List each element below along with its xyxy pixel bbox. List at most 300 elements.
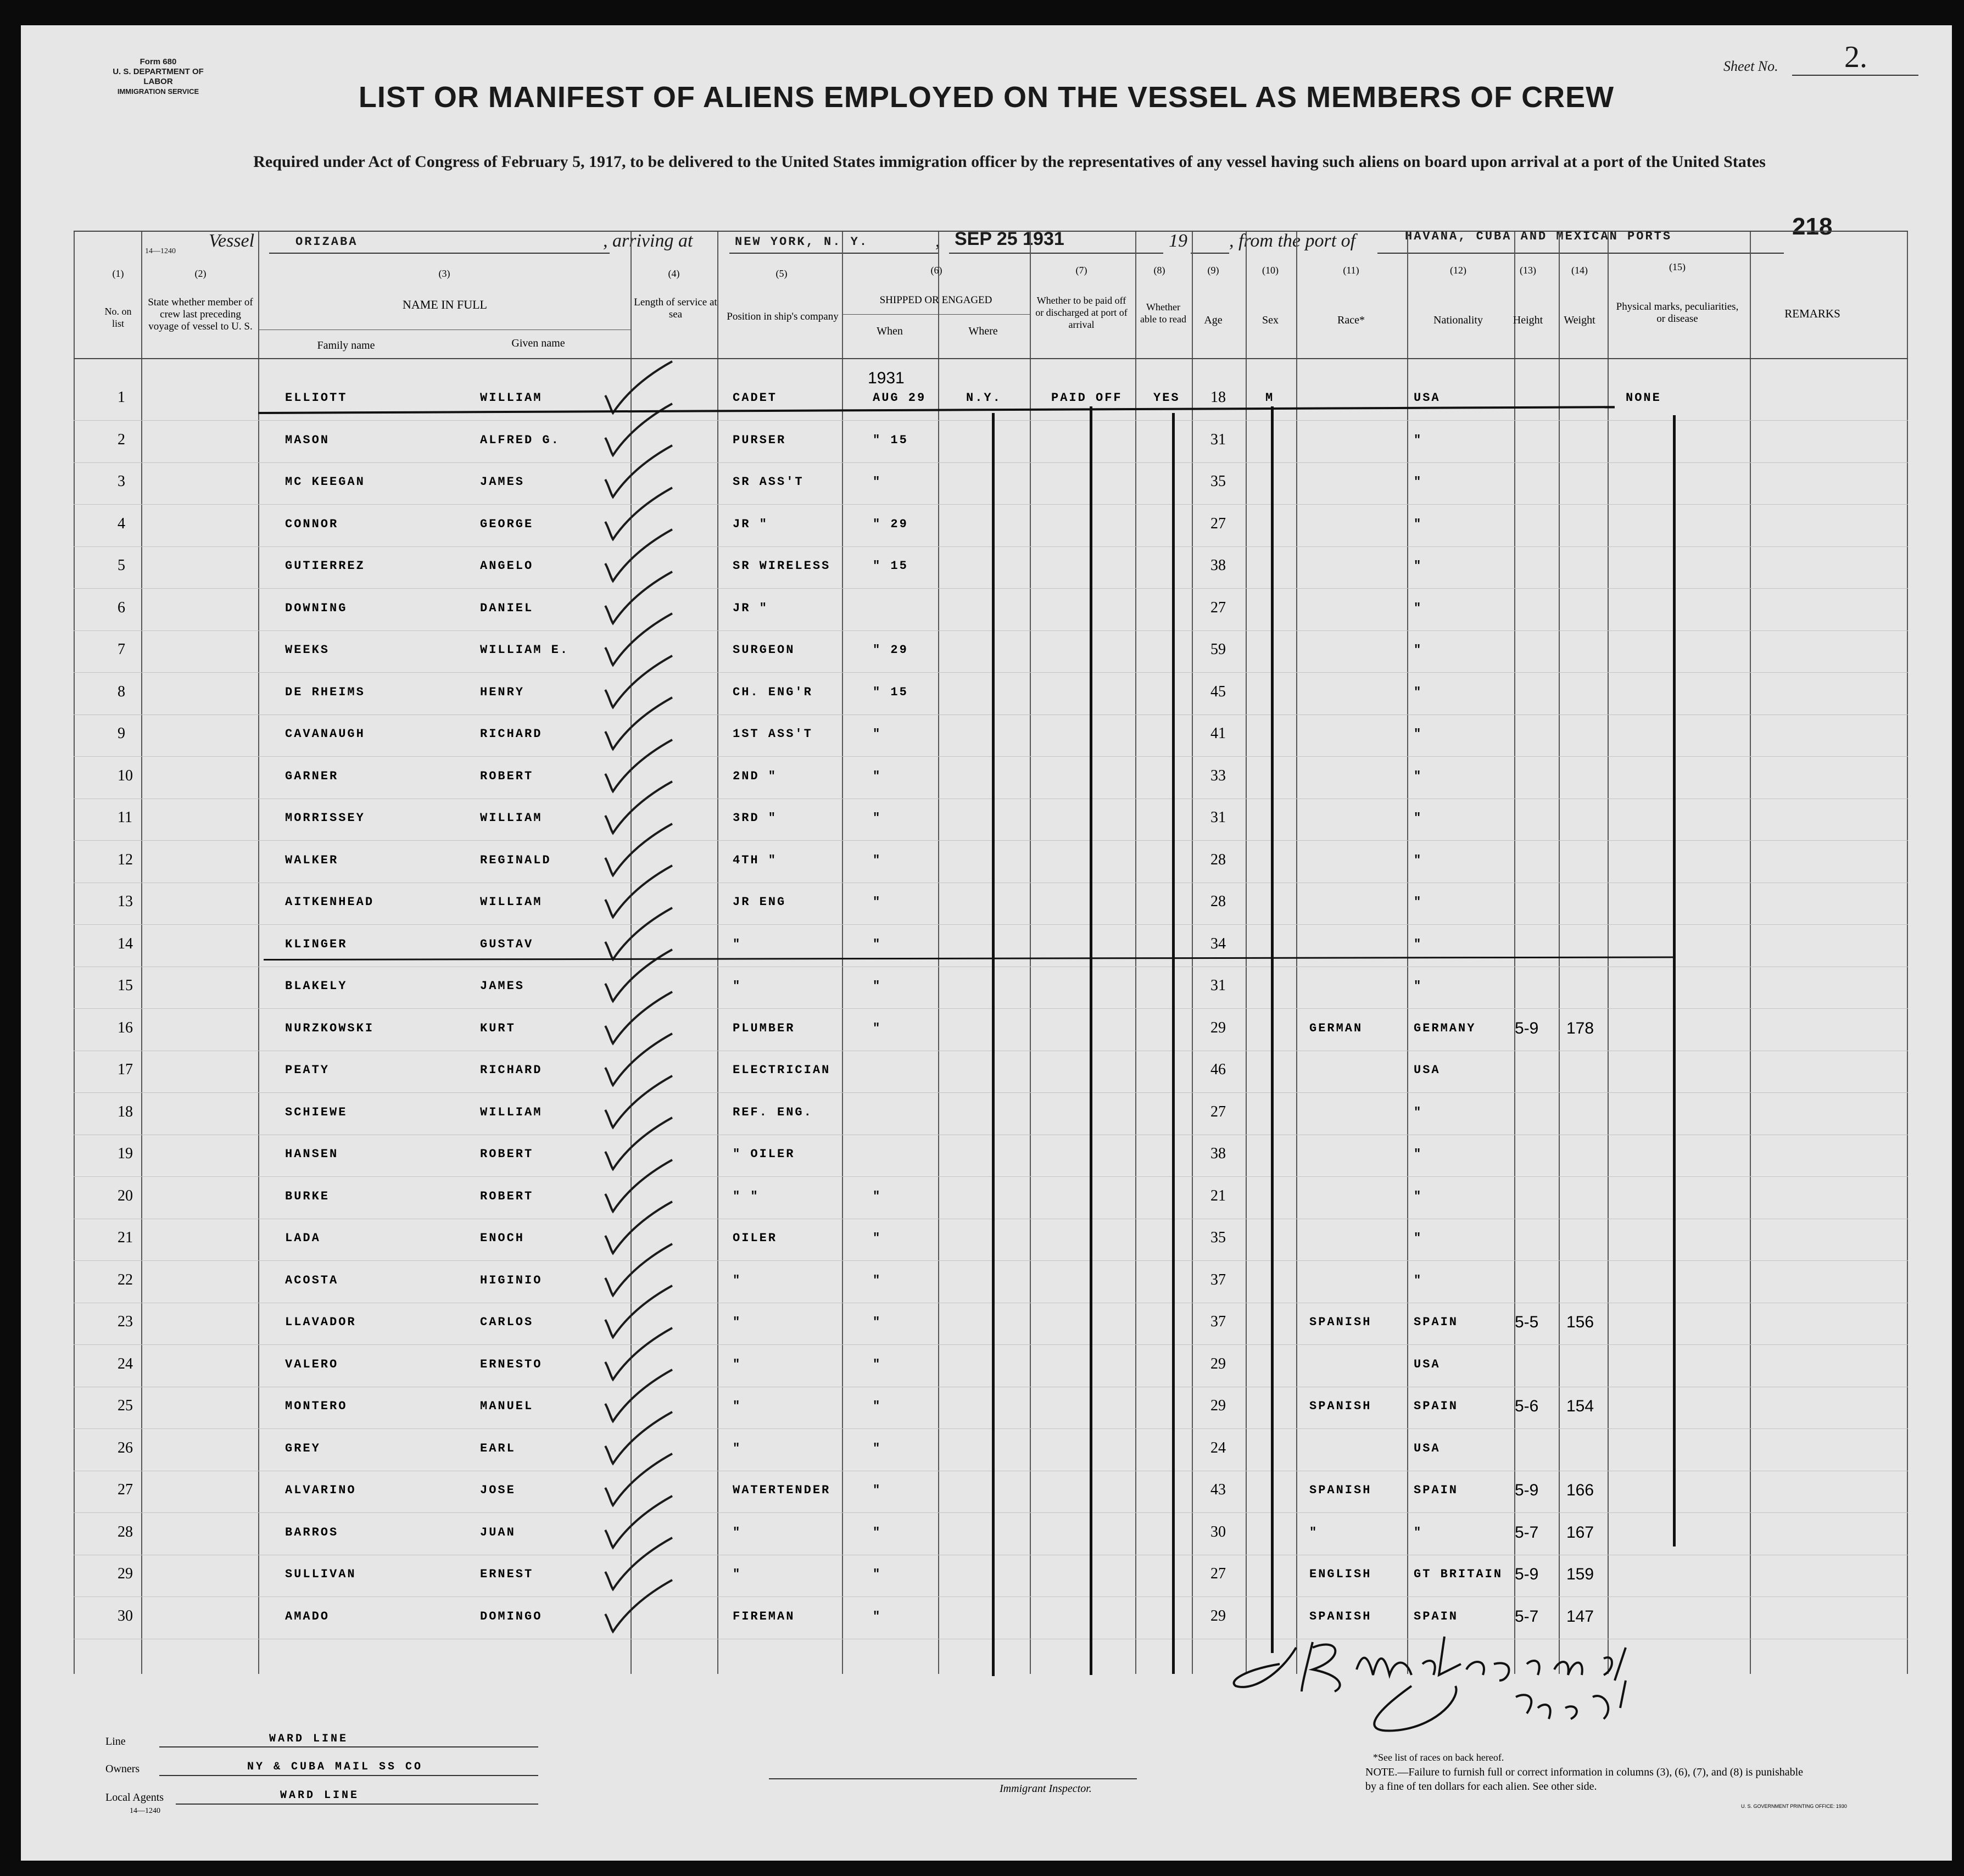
- cell-no: 24: [118, 1355, 133, 1372]
- col13-num: (13): [1520, 265, 1536, 276]
- cell-weight: 147: [1566, 1607, 1594, 1626]
- cell-marks: NONE: [1626, 391, 1661, 405]
- cell-position: SR ASS'T: [733, 475, 804, 489]
- cell-family: MASON: [285, 433, 330, 447]
- cell-when: ": [873, 1609, 882, 1623]
- table-row: [74, 1177, 1908, 1219]
- line-label: Line: [105, 1735, 126, 1747]
- cell-position: SR WIRELESS: [733, 559, 831, 573]
- col12-header: Nationality: [1433, 314, 1483, 326]
- cell-given: HIGINIO: [480, 1273, 543, 1287]
- cell-given: CARLOS: [480, 1315, 534, 1329]
- vessel-name: ORIZABA: [295, 235, 358, 249]
- cell-nationality: GERMANY: [1414, 1021, 1476, 1035]
- cell-no: 21: [118, 1229, 133, 1246]
- cell-family: KLINGER: [285, 937, 348, 951]
- cell-age: 27: [1210, 1565, 1226, 1582]
- col3-family-header: Family name: [317, 339, 375, 351]
- cell-age: 27: [1210, 515, 1226, 532]
- cell-given: ROBERT: [480, 1147, 534, 1161]
- cell-family: ACOSTA: [285, 1273, 339, 1287]
- cell-height: 5-7: [1515, 1523, 1539, 1542]
- cell-no: 9: [118, 725, 125, 742]
- cell-given: ERNEST: [480, 1567, 534, 1581]
- cell-no: 27: [118, 1481, 133, 1498]
- table-row: [74, 967, 1908, 1009]
- cell-when: ": [873, 1357, 882, 1371]
- table-row: [74, 925, 1908, 967]
- cell-when: ": [873, 1315, 882, 1329]
- cell-race: GERMAN: [1309, 1021, 1363, 1035]
- cell-family: CONNOR: [285, 517, 339, 531]
- cell-position: " ": [733, 1189, 760, 1203]
- cell-nationality: ": [1414, 1189, 1423, 1203]
- cell-age: 24: [1210, 1439, 1226, 1456]
- col10-num: (10): [1262, 265, 1279, 276]
- cell-nationality: ": [1414, 475, 1423, 489]
- race-note: *See list of races on back hereof.: [1373, 1752, 1504, 1763]
- table-row: [74, 463, 1908, 505]
- cell-no: 25: [118, 1397, 133, 1414]
- cell-nationality: ": [1414, 895, 1423, 909]
- cell-when: AUG 29: [873, 391, 927, 405]
- cell-family: MONTERO: [285, 1399, 348, 1413]
- cell-nationality: ": [1414, 853, 1423, 867]
- cell-age: 27: [1210, 599, 1226, 616]
- cell-given: ALFRED G.: [480, 433, 560, 447]
- cell-race: SPANISH: [1309, 1399, 1372, 1413]
- cell-given: JOSE: [480, 1483, 516, 1497]
- cell-no: 10: [118, 767, 133, 784]
- cell-family: BURKE: [285, 1189, 330, 1203]
- voyage-line: Vessel ORIZABA , arriving at NEW YORK, N. Y. , SEP 25 1931 19 , from the port of HAVANA, CUBA AND MEXICAN PORTS: [21, 225, 1952, 258]
- table-row: [74, 1261, 1908, 1303]
- cell-age: 31: [1210, 431, 1226, 448]
- printer-note: U. S. GOVERNMENT PRINTING OFFICE: 1930: [1741, 1804, 1847, 1809]
- cell-family: LLAVADOR: [285, 1315, 356, 1329]
- cell-nationality: USA: [1414, 1063, 1441, 1077]
- col15-header: Physical marks, peculiarities, or disease: [1616, 301, 1739, 325]
- cell-age: 59: [1210, 641, 1226, 658]
- form-number: Form 680: [140, 57, 177, 66]
- col7-header: Whether to be paid off or discharged at port of arrival: [1035, 295, 1128, 330]
- col9-header: Age: [1204, 314, 1223, 326]
- col15-num: (15): [1669, 261, 1686, 272]
- cell-read: YES: [1153, 391, 1180, 405]
- cell-no: 18: [118, 1103, 133, 1120]
- cell-age: 29: [1210, 1607, 1226, 1624]
- cell-position: ": [733, 1399, 742, 1413]
- col1-header: No. on list: [104, 306, 132, 329]
- cell-nationality: ": [1414, 685, 1423, 699]
- cell-age: 35: [1210, 1229, 1226, 1246]
- cell-given: WILLIAM: [480, 1105, 543, 1119]
- cell-family: NURZKOWSKI: [285, 1021, 375, 1035]
- page-subtitle: Required under Act of Congress of February 5, 1917, to be delivered to the United States immigration officer by the representatives of any vessel having such aliens on board upon arrival at a port of the United States: [253, 153, 1766, 171]
- cell-position: 1ST ASS'T: [733, 727, 813, 741]
- cell-when: " 15: [873, 685, 908, 699]
- manifest-number: 218: [1792, 213, 1833, 240]
- cell-no: 5: [118, 557, 125, 574]
- cell-nationality: SPAIN: [1414, 1315, 1459, 1329]
- col8-header: Whether able to read: [1140, 302, 1186, 325]
- cell-nationality: ": [1414, 769, 1423, 783]
- cell-position: 3RD ": [733, 811, 778, 825]
- cell-age: 27: [1210, 1103, 1226, 1120]
- table-row: [74, 1303, 1908, 1345]
- cell-sex: M: [1265, 391, 1275, 405]
- cell-when: ": [873, 895, 882, 909]
- cell-position: ": [733, 1315, 742, 1329]
- cell-no: 11: [118, 809, 132, 826]
- col5-header: Position in ship's company: [727, 311, 839, 322]
- table-row: [74, 1051, 1908, 1093]
- cell-position: JR ENG: [733, 895, 786, 909]
- cell-position: JR ": [733, 517, 768, 531]
- cell-nationality: USA: [1414, 1357, 1441, 1371]
- remarks-header: REMARKS: [1784, 307, 1840, 320]
- cell-when: ": [873, 1441, 882, 1455]
- cell-no: 4: [118, 515, 125, 532]
- cell-no: 20: [118, 1187, 133, 1204]
- cell-family: GARNER: [285, 769, 339, 783]
- cell-family: MORRISSEY: [285, 811, 365, 825]
- cell-position: ": [733, 1525, 742, 1539]
- cell-family: AMADO: [285, 1609, 330, 1623]
- cell-position: PLUMBER: [733, 1021, 795, 1035]
- cell-position: REF. ENG.: [733, 1105, 813, 1119]
- col13-header: Height: [1513, 314, 1543, 326]
- cell-family: MC KEEGAN: [285, 475, 365, 489]
- cell-family: CAVANAUGH: [285, 727, 365, 741]
- cell-no: 14: [118, 935, 133, 952]
- agents-value: WARD LINE: [280, 1789, 360, 1802]
- cell-no: 30: [118, 1607, 133, 1624]
- cell-age: 21: [1210, 1187, 1226, 1204]
- cell-when: ": [873, 769, 882, 783]
- cell-family: ELLIOTT: [285, 391, 348, 405]
- from-port-label: , from the port of: [1229, 231, 1356, 251]
- agents-label: Local Agents: [105, 1791, 164, 1804]
- cell-nationality: SPAIN: [1414, 1399, 1459, 1413]
- inspector-label: Immigrant Inspector.: [1000, 1783, 1092, 1795]
- form-department: U. S. DEPARTMENT OF LABOR: [113, 67, 204, 86]
- col14-header: Weight: [1564, 314, 1595, 326]
- col3-given-header: Given name: [511, 337, 565, 349]
- cell-no: 19: [118, 1145, 133, 1162]
- table-row: [74, 1514, 1908, 1555]
- cell-given: RICHARD: [480, 1063, 543, 1077]
- cell-position: ": [733, 1441, 742, 1455]
- col6-num: (6): [930, 265, 942, 276]
- cell-position: ELECTRICIAN: [733, 1063, 831, 1077]
- cell-weight: 167: [1566, 1523, 1594, 1542]
- arrival-port: NEW YORK, N. Y.: [735, 235, 869, 249]
- col12-num: (12): [1450, 265, 1466, 276]
- cell-position: ": [733, 1273, 742, 1287]
- table-row: [74, 1093, 1908, 1135]
- cell-given: ENOCH: [480, 1231, 525, 1245]
- cell-when: ": [873, 1525, 882, 1539]
- cell-family: VALERO: [285, 1357, 339, 1371]
- table-row: [74, 1345, 1908, 1387]
- cell-family: WALKER: [285, 853, 339, 867]
- cell-nationality: SPAIN: [1414, 1483, 1459, 1497]
- cell-when: ": [873, 1483, 882, 1497]
- col1-num: (1): [112, 268, 124, 279]
- table-row: [74, 799, 1908, 841]
- cell-position: JR ": [733, 601, 768, 615]
- cell-nationality: ": [1414, 811, 1423, 825]
- cell-nationality: SPAIN: [1414, 1609, 1459, 1623]
- table-row: [74, 1387, 1908, 1429]
- cell-when: ": [873, 1189, 882, 1203]
- cell-given: ROBERT: [480, 769, 534, 783]
- cell-nationality: ": [1414, 1273, 1423, 1287]
- cell-given: GEORGE: [480, 517, 534, 531]
- year-label: 19: [1169, 231, 1187, 251]
- table-row: [74, 547, 1908, 589]
- cell-position: ": [733, 937, 742, 951]
- table-row: [74, 589, 1908, 631]
- cell-no: 12: [118, 851, 133, 868]
- table-row: [74, 1430, 1908, 1471]
- cell-family: LADA: [285, 1231, 321, 1245]
- cell-family: GUTIERREZ: [285, 559, 365, 573]
- col11-num: (11): [1343, 265, 1359, 276]
- table-row: [74, 1555, 1908, 1597]
- cell-no: 17: [118, 1061, 133, 1078]
- cell-no: 15: [118, 977, 133, 994]
- cell-position: FIREMAN: [733, 1609, 795, 1623]
- cell-given: JAMES: [480, 475, 525, 489]
- table-row: [74, 379, 1908, 421]
- line-value: WARD LINE: [269, 1733, 349, 1745]
- cell-age: 46: [1210, 1061, 1226, 1078]
- cell-age: 38: [1210, 557, 1226, 574]
- cell-position: OILER: [733, 1231, 778, 1245]
- cell-given: JUAN: [480, 1525, 516, 1539]
- cell-given: RICHARD: [480, 727, 543, 741]
- cell-position: PURSER: [733, 433, 786, 447]
- cell-given: HENRY: [480, 685, 525, 699]
- cell-family: GREY: [285, 1441, 321, 1455]
- cell-family: DE RHEIMS: [285, 685, 365, 699]
- cell-position: SURGEON: [733, 643, 795, 657]
- col10-header: Sex: [1262, 314, 1279, 326]
- cell-nationality: ": [1414, 517, 1423, 531]
- cell-no: 13: [118, 893, 133, 910]
- sheet-number: [1723, 40, 1867, 75]
- cell-age: 30: [1210, 1523, 1226, 1540]
- cell-age: 43: [1210, 1481, 1226, 1498]
- cell-family: AITKENHEAD: [285, 895, 375, 909]
- cell-family: PEATY: [285, 1063, 330, 1077]
- table-row: [74, 421, 1908, 463]
- cell-age: 28: [1210, 851, 1226, 868]
- cell-race: ENGLISH: [1309, 1567, 1372, 1581]
- col8-num: (8): [1153, 265, 1165, 276]
- cell-position: " OILER: [733, 1147, 795, 1161]
- cell-no: 3: [118, 473, 125, 490]
- cell-position: 2ND ": [733, 769, 778, 783]
- col3-num: (3): [438, 268, 450, 279]
- cell-family: HANSEN: [285, 1147, 339, 1161]
- table-row: [74, 1219, 1908, 1261]
- cell-position: CADET: [733, 391, 778, 405]
- cell-when: ": [873, 1273, 882, 1287]
- vessel-label: Vessel: [209, 231, 255, 251]
- cell-when: ": [873, 1231, 882, 1245]
- cell-given: GUSTAV: [480, 937, 534, 951]
- cell-when: ": [873, 1567, 882, 1581]
- cell-weight: 166: [1566, 1481, 1594, 1499]
- cell-weight: 178: [1566, 1019, 1594, 1037]
- cell-given: WILLIAM: [480, 811, 543, 825]
- cell-given: DANIEL: [480, 601, 534, 615]
- col9-num: (9): [1207, 265, 1219, 276]
- cell-position: 4TH ": [733, 853, 778, 867]
- table-row: [74, 757, 1908, 799]
- cell-given: WILLIAM: [480, 391, 543, 405]
- cell-age: 29: [1210, 1397, 1226, 1414]
- cell-nationality: ": [1414, 601, 1423, 615]
- check-mark-icon: [601, 1576, 678, 1636]
- cell-race: SPANISH: [1309, 1483, 1372, 1497]
- cell-when: " 29: [873, 643, 908, 657]
- cell-when: ": [873, 475, 882, 489]
- cell-nationality: USA: [1414, 391, 1441, 405]
- cell-age: 29: [1210, 1355, 1226, 1372]
- table-row: [74, 883, 1908, 925]
- cell-when: " 15: [873, 433, 908, 447]
- cell-height: 5-5: [1515, 1313, 1539, 1331]
- cell-age: 31: [1210, 809, 1226, 826]
- cell-given: DOMINGO: [480, 1609, 543, 1623]
- col6-when-header: When: [877, 325, 903, 337]
- cell-given: KURT: [480, 1021, 516, 1035]
- cell-age: 37: [1210, 1271, 1226, 1288]
- cell-age: 29: [1210, 1019, 1226, 1036]
- cell-no: 22: [118, 1271, 133, 1288]
- cell-nationality: ": [1414, 727, 1423, 741]
- cell-no: 16: [118, 1019, 133, 1036]
- form-code-bottom: 14—1240: [130, 1807, 160, 1815]
- cell-nationality: ": [1414, 1105, 1423, 1119]
- cell-race: ": [1309, 1525, 1319, 1539]
- cell-age: 45: [1210, 683, 1226, 700]
- cell-height: 5-9: [1515, 1019, 1539, 1037]
- table-row: [74, 1471, 1908, 1513]
- col2-header: State whether member of crew last preceding voyage of vessel to U. S.: [148, 297, 253, 332]
- cell-position: WATERTENDER: [733, 1483, 831, 1497]
- col4-header: Length of service at sea: [634, 297, 717, 320]
- form-code-top: 14—1240: [145, 247, 176, 255]
- table-row: [74, 505, 1908, 547]
- page-title: LIST OR MANIFEST OF ALIENS EMPLOYED ON THE VESSEL AS MEMBERS OF CREW: [358, 81, 1615, 114]
- cell-no: 6: [118, 599, 125, 616]
- cell-no: 28: [118, 1523, 133, 1540]
- col11-header: Race*: [1337, 314, 1365, 326]
- cell-when: ": [873, 1399, 882, 1413]
- table-row: [74, 841, 1908, 883]
- cell-race: SPANISH: [1309, 1315, 1372, 1329]
- cell-age: 37: [1210, 1313, 1226, 1330]
- year-note: 1931: [868, 369, 905, 387]
- cell-no: 23: [118, 1313, 133, 1330]
- cell-family: BLAKELY: [285, 979, 348, 993]
- cell-where: N.Y.: [966, 391, 1002, 405]
- cell-when: " 15: [873, 559, 908, 573]
- cell-family: SCHIEWE: [285, 1105, 348, 1119]
- table-row: [74, 1135, 1908, 1177]
- cell-no: 2: [118, 431, 125, 448]
- cell-nationality: USA: [1414, 1441, 1441, 1455]
- cell-family: BARROS: [285, 1525, 339, 1539]
- cell-no: 8: [118, 683, 125, 700]
- cell-nationality: ": [1414, 559, 1423, 573]
- cell-given: ANGELO: [480, 559, 534, 573]
- form-service: IMMIGRATION SERVICE: [117, 87, 199, 96]
- cell-nationality: ": [1414, 433, 1423, 447]
- cell-position: ": [733, 1357, 742, 1371]
- cell-given: ROBERT: [480, 1189, 534, 1203]
- cell-when: ": [873, 937, 882, 951]
- cell-paid: PAID OFF: [1051, 391, 1123, 405]
- cell-family: SULLIVAN: [285, 1567, 356, 1581]
- sheet-number-value: 2.: [1844, 40, 1867, 74]
- cell-position: ": [733, 1567, 742, 1581]
- cell-age: 34: [1210, 935, 1226, 952]
- cell-family: ALVARINO: [285, 1483, 356, 1497]
- cell-race: SPANISH: [1309, 1609, 1372, 1623]
- cell-height: 5-7: [1515, 1607, 1539, 1626]
- cell-position: CH. ENG'R: [733, 685, 813, 699]
- col6-where-header: Where: [968, 325, 998, 337]
- cell-nationality: ": [1414, 1525, 1423, 1539]
- col14-num: (14): [1571, 265, 1588, 276]
- arriving-label: , arriving at: [603, 231, 693, 251]
- col3-header: NAME IN FULL: [403, 298, 487, 311]
- cell-when: ": [873, 853, 882, 867]
- cell-family: WEEKS: [285, 643, 330, 657]
- cell-given: WILLIAM: [480, 895, 543, 909]
- cell-family: DOWNING: [285, 601, 348, 615]
- cell-position: ": [733, 979, 742, 993]
- cell-weight: 156: [1566, 1313, 1594, 1331]
- cell-height: 5-9: [1515, 1481, 1539, 1499]
- cell-given: MANUEL: [480, 1399, 534, 1413]
- cell-nationality: ": [1414, 937, 1423, 951]
- cell-height: 5-9: [1515, 1565, 1539, 1583]
- table-row: [74, 1009, 1908, 1051]
- cell-age: 35: [1210, 473, 1226, 490]
- cell-height: 5-6: [1515, 1397, 1539, 1415]
- col4-num: (4): [668, 268, 680, 279]
- cell-nationality: ": [1414, 1231, 1423, 1245]
- table-row: [74, 631, 1908, 673]
- cell-given: ERNESTO: [480, 1357, 543, 1371]
- cell-given: REGINALD: [480, 853, 551, 867]
- cell-given: JAMES: [480, 979, 525, 993]
- inspector-signature-image: [1230, 1626, 1681, 1741]
- owners-value: NY & CUBA MAIL SS CO: [247, 1761, 423, 1773]
- col7-num: (7): [1075, 265, 1087, 276]
- cell-no: 29: [118, 1565, 133, 1582]
- from-port: HAVANA, CUBA AND MEXICAN PORTS: [1405, 230, 1672, 243]
- cell-nationality: ": [1414, 643, 1423, 657]
- cell-weight: 159: [1566, 1565, 1594, 1583]
